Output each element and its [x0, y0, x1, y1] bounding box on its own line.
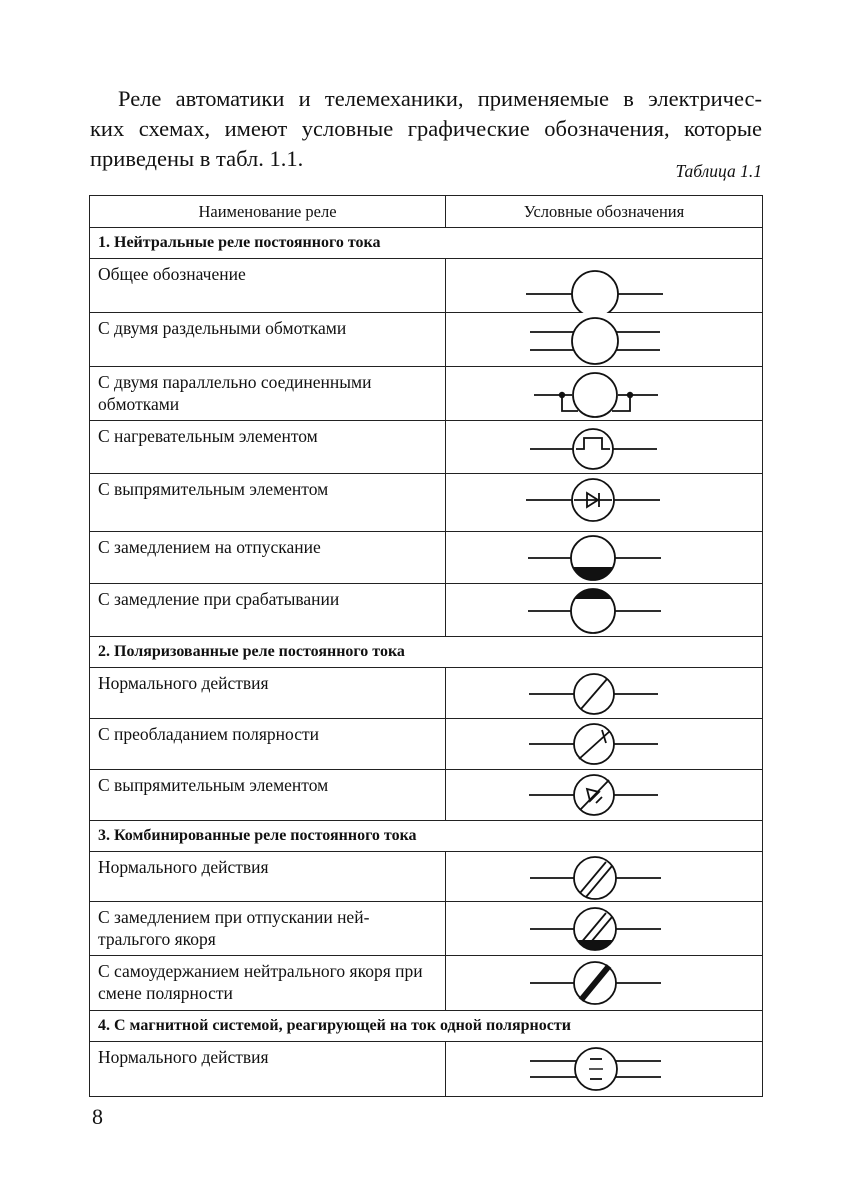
table-caption: Таблица 1.1: [675, 161, 762, 181]
symbol-cell: [446, 259, 763, 313]
table-row: [90, 367, 763, 421]
row-name: С выпрямительным элементом: [90, 474, 446, 532]
symbol-cell: [446, 770, 763, 821]
table-row: [90, 584, 763, 637]
page-number: 8: [92, 1104, 103, 1129]
row-name: С преобладанием полярности: [90, 719, 446, 770]
table-row: [90, 770, 763, 821]
relay-rectifier-symbol: [446, 474, 763, 532]
intro-line-3: приведены в табл. 1.1.: [90, 146, 304, 171]
symbol-cell: [446, 668, 763, 719]
symbol-cell: [446, 902, 763, 956]
symbol-cell: [446, 956, 763, 1011]
polarized-rectifier-symbol: [446, 770, 763, 821]
section-1-title: 1. Нейтральные реле постоянного тока: [90, 228, 763, 259]
relay-release-delay-symbol: [446, 532, 763, 584]
row-name: С двумя раздельными обмотками: [90, 313, 446, 367]
table-header-row: [90, 196, 763, 228]
symbol-cell: [446, 719, 763, 770]
table-row: [90, 852, 763, 902]
combined-relay-symbol: [446, 852, 763, 902]
table-row: [90, 421, 763, 474]
symbol-cell: [446, 532, 763, 584]
table-row: [90, 259, 763, 313]
row-name: С выпрямительным элементом: [90, 770, 446, 821]
intro-line-1: Реле автоматики и телемеханики, применяемые в электричес-: [118, 86, 762, 111]
row-name: С двумя параллельно соединенными обмотками: [90, 367, 446, 421]
polarized-dominant-symbol: [446, 719, 763, 770]
table-row: [90, 902, 763, 956]
table-row: [90, 1042, 763, 1097]
symbol-cell: [446, 421, 763, 474]
relay-heater-symbol: [446, 421, 763, 474]
relay-two-windings-symbol: [446, 313, 763, 367]
row-name: С замедлением на отпускание: [90, 532, 446, 584]
table-row: [90, 719, 763, 770]
section-3-title: 3. Комбинированные реле постоянного тока: [90, 821, 763, 852]
unipolar-relay-symbol: [446, 1042, 763, 1097]
section-2-title: 2. Поляризованные реле постоянного тока: [90, 637, 763, 668]
intro-line-2: ких схемах, имеют условные графические обозначения, которые: [90, 116, 762, 141]
table-row: [90, 474, 763, 532]
combined-release-delay-symbol: [446, 902, 763, 956]
relay-pickup-delay-symbol: [446, 584, 763, 637]
relay-parallel-windings-symbol: [446, 367, 763, 421]
section-4-title: 4. С магнитной системой, реагирующей на ток одной полярности: [90, 1011, 763, 1042]
row-name: Нормального действия: [90, 852, 446, 902]
row-name: Нормального действия: [90, 668, 446, 719]
row-name: С замедление при срабатывании: [90, 584, 446, 637]
symbol-cell: [446, 474, 763, 532]
table-row: [90, 313, 763, 367]
header-symbol: Условные обозначения: [446, 196, 763, 228]
combined-self-holding-symbol: [446, 956, 763, 1011]
table-row: [90, 532, 763, 584]
table-row: [90, 956, 763, 1011]
symbol-cell: [446, 1042, 763, 1097]
header-name: Наименование реле: [90, 196, 446, 228]
table-row: [90, 668, 763, 719]
row-name: С замедлением при отпускании ней-тральгого якоря: [90, 902, 446, 956]
polarized-relay-symbol: [446, 668, 763, 719]
row-name: С нагревательным элементом: [90, 421, 446, 474]
intro-paragraph: [90, 84, 762, 174]
relay-general-symbol: [446, 259, 763, 313]
row-name: Нормального действия: [90, 1042, 446, 1097]
symbol-cell: [446, 313, 763, 367]
row-name: С самоудержанием нейтрального якоря при смене полярности: [90, 956, 446, 1011]
relay-symbols-table: [89, 195, 763, 1097]
symbol-cell: [446, 367, 763, 421]
symbol-cell: [446, 584, 763, 637]
symbol-cell: [446, 852, 763, 902]
row-name: Общее обозначение: [90, 259, 446, 313]
